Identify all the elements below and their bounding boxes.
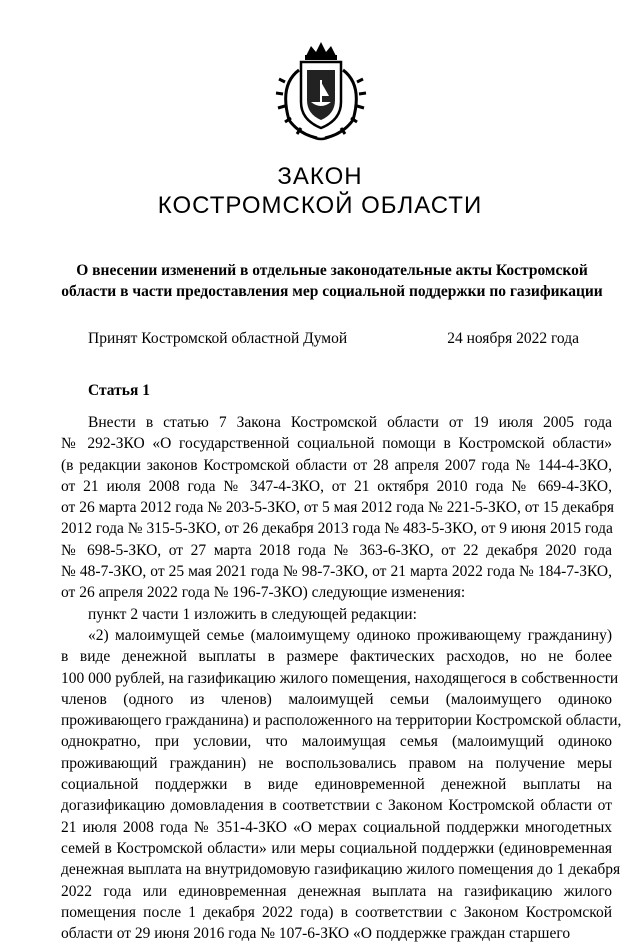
article-body [61, 412, 622, 944]
adoption-date: 24 ноября 2022 года [447, 330, 579, 347]
adopted-by: Принят Костромской областной Думой [88, 330, 348, 347]
text-line: помещения после 1 декабря 2022 года) в соответствии с Законом Костромской [61, 903, 612, 921]
text-line: социальной поддержки в виде единовременной денежной выплаты на [61, 776, 612, 794]
text-line: от 21 июля 2008 года № 347-4-ЗКО, от 21 октября 2010 года № 669-4-ЗКО, [61, 477, 612, 495]
text-line: 21 июля 2008 года № 351-4-ЗКО «О мерах социальной поддержки многодетных [61, 818, 612, 836]
text-line: пункт 2 части 1 изложить в следующей редакции: [88, 605, 417, 623]
law-subject-line1: О внесении изменений в отдельные законодательные акты Костромской [76, 262, 588, 279]
text-line: денежная выплата на внутридомовую газификацию жилого помещения до 1 декабря [61, 861, 621, 879]
text-line: № 698-5-ЗКО, от 27 марта 2018 года № 363-6-ЗКО, от 22 декабря 2020 года [61, 541, 612, 559]
text-line: Внести в статью 7 Закона Костромской области от 19 июля 2005 года [88, 414, 612, 431]
text-line: от 26 апреля 2022 года № 196-7-ЗКО) следующие изменения: [61, 584, 466, 602]
text-line: № 292-ЗКО «О государственной социальной помощи в Костромской области» [61, 435, 612, 453]
text-line: 100 000 рублей, на газификацию жилого помещения, находящегося в собственности [61, 669, 619, 687]
law-subject-line2: области в части предоставления мер социальной поддержки по газификации [61, 283, 603, 300]
text-line: однократно, при условии, что малоимущая семья (малоимущий одиноко [61, 733, 612, 751]
text-line: области от 29 июня 2016 года № 107-6-ЗКО «О поддержке граждан старшего [61, 925, 571, 943]
text-line: проживающий гражданин) не воспользовались правом на получение меры [61, 754, 612, 772]
text-line: «2) малоимущей семье (малоимущему одиноко проживающему гражданину) [88, 626, 612, 644]
law-title-line1: ЗАКОН [277, 163, 363, 190]
text-line: 2012 года № 315-5-ЗКО, от 26 декабря 2013 года № 483-5-ЗКО, от 9 июня 2015 года [61, 520, 613, 538]
text-line: членов (одного из членов) малоимущей семьи (малоимущего одиноко [61, 690, 612, 708]
text-line: № 48-7-ЗКО, от 25 мая 2021 года № 98-7-ЗКО, от 21 марта 2022 года № 184-7-ЗКО, [61, 563, 612, 581]
text-line: 2022 года или единовременная денежная выплата на газификацию жилого [61, 882, 612, 900]
coat-of-arms-icon [271, 40, 371, 144]
text-line: догазификацию домовладения в соответствии с Законом Костромской области от [61, 797, 612, 815]
text-line: семей в Костромской области» или меры социальной поддержки (единовременная [61, 839, 612, 857]
text-line: в виде денежной выплаты в размере фактических расходов, но не более [61, 648, 612, 666]
law-title-line2: КОСТРОМСКОЙ ОБЛАСТИ [157, 192, 483, 219]
article-heading: Статья 1 [88, 382, 150, 399]
text-line: проживающего гражданина) и расположенного на территории Костромской области, [61, 712, 622, 730]
text-line: (в редакции законов Костромской области от 28 апреля 2007 года № 144-4-ЗКО, [61, 456, 612, 474]
text-line: от 26 марта 2012 года № 203-5-ЗКО, от 5 мая 2012 года № 221-5-ЗКО, от 15 декабря [61, 499, 614, 517]
